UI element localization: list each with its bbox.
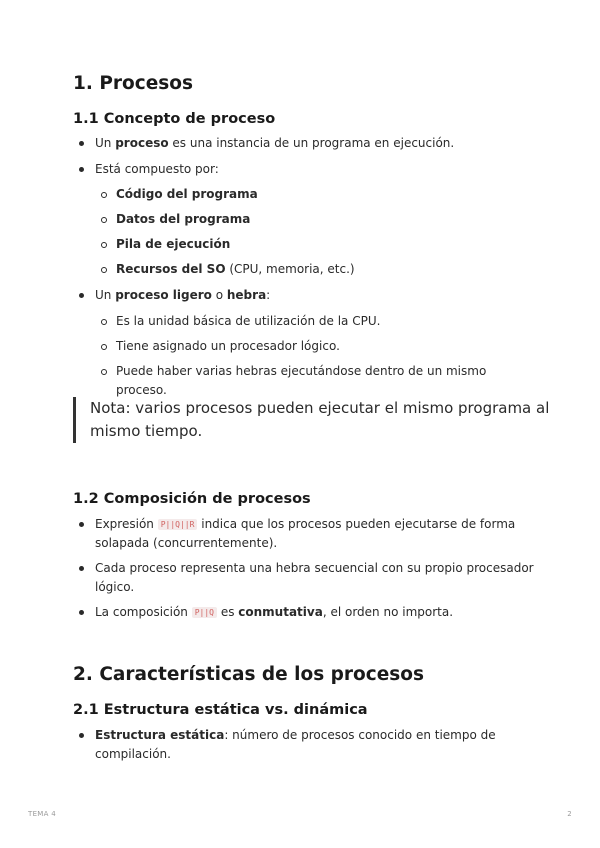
- bullet-circle: [101, 362, 107, 381]
- bullet-circle: [101, 235, 107, 254]
- inline-code: P||Q: [192, 607, 217, 618]
- bullet-circle: [101, 260, 107, 279]
- list-item-expresion: Expresión P||Q||R indica que los procesos pueden ejecutarse de forma solapada (concurrentemente).: [95, 517, 516, 550]
- bullet-circle: [101, 185, 107, 204]
- bullet-disc: [79, 286, 84, 305]
- subsection-title-concepto: 1.1 Concepto de proceso: [73, 111, 276, 127]
- list-item-pila: Pila de ejecución: [116, 237, 231, 251]
- bullet-disc: [79, 603, 84, 622]
- bullet-disc: [79, 726, 84, 745]
- list-item-datos: Datos del programa: [116, 212, 251, 226]
- list-item-recursos: Recursos del SO (CPU, memoria, etc.): [116, 262, 355, 276]
- list-item-varias-hebras: Puede haber varias hebras ejecutándose dentro de un mismo proceso.: [116, 364, 487, 397]
- list-item-compuesto: Está compuesto por:: [95, 162, 219, 176]
- list-item-codigo: Código del programa: [116, 187, 258, 201]
- bullet-disc: [79, 559, 84, 578]
- page-number: 2: [567, 810, 572, 818]
- subsection-title-composicion: 1.2 Composición de procesos: [73, 491, 311, 507]
- bullet-disc: [79, 134, 84, 153]
- list-item-hebra-secuencial: Cada proceso representa una hebra secuencial con su propio procesador lógico.: [95, 561, 534, 594]
- list-item-proceso: Un proceso es una instancia de un programa en ejecución.: [95, 136, 455, 150]
- section-title-caracteristicas: 2. Características de los procesos: [73, 664, 424, 685]
- inline-code: P||Q||R: [158, 519, 198, 530]
- footer-label: TEMA 4: [28, 810, 57, 818]
- list-item-conmutativa: La composición P||Q es conmutativa, el orden no importa.: [95, 605, 454, 619]
- list-item-hebra: Un proceso ligero o hebra:: [95, 288, 271, 302]
- quote-bar: [73, 397, 76, 443]
- bullet-circle: [101, 337, 107, 356]
- subsection-title-estructura: 2.1 Estructura estática vs. dinámica: [73, 702, 368, 718]
- bullet-circle: [101, 210, 107, 229]
- bullet-disc: [79, 160, 84, 179]
- bullet-circle: [101, 312, 107, 331]
- note-quote: Nota: varios procesos pueden ejecutar el mismo programa al mismo tiempo.: [90, 399, 550, 440]
- section-title-procesos: 1. Procesos: [73, 73, 193, 94]
- list-item-asignado: Tiene asignado un procesador lógico.: [116, 339, 340, 353]
- list-item-unidad: Es la unidad básica de utilización de la CPU.: [116, 314, 381, 328]
- bullet-disc: [79, 515, 84, 534]
- list-item-estatica: Estructura estática: número de procesos conocido en tiempo de compilación.: [95, 728, 496, 761]
